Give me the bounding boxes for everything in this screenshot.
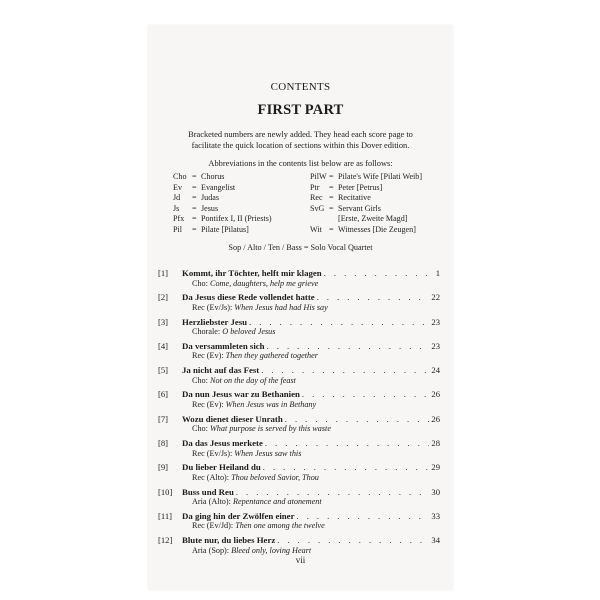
quartet-note: Sop / Alto / Ten / Bass = Solo Vocal Quartet: [228, 243, 373, 252]
entry-page-number: 24: [431, 365, 440, 376]
entry-title: Da versammleten sich: [182, 340, 265, 351]
entry-title-line: [182, 341, 440, 351]
dot-leader: [317, 293, 430, 302]
entry-subtitle: [192, 424, 331, 433]
entry-title: Du lieber Heiland du: [182, 462, 261, 473]
abbreviation-code: Rec: [310, 193, 323, 202]
entry-title: Wozu dienet dieser Unrath: [182, 413, 283, 424]
dot-leader: [277, 536, 429, 545]
abbreviation-row: [Erste, Zweite Magd]: [338, 214, 408, 223]
contents-entry[interactable]: [158, 487, 440, 511]
dot-leader: [267, 342, 430, 351]
dot-leader: [265, 439, 430, 448]
book-page: [148, 25, 453, 590]
contents-entry[interactable]: [158, 414, 440, 438]
entry-number: [8]: [158, 438, 169, 449]
entry-title: Da das Jesus merkete: [182, 438, 263, 449]
abbreviation-code: Pfx: [173, 214, 185, 223]
abbreviation-code: Pil: [173, 224, 182, 234]
contents-entry[interactable]: [158, 438, 440, 462]
abbreviation-row: [310, 193, 422, 204]
abbreviation-meaning: Evangelist: [201, 182, 236, 192]
entry-page-number: 28: [431, 438, 440, 449]
abbreviation-code: Cho: [173, 172, 187, 181]
entry-subtitle-translation: When Jesus was in Bethany: [225, 399, 317, 409]
abbreviation-code: Wit: [310, 224, 322, 234]
abbreviation-code: Ptr: [310, 182, 320, 192]
entry-subtitle-translation: Bleed only, loving Heart: [231, 545, 312, 555]
dot-leader: [285, 415, 430, 424]
entry-page-number: 34: [431, 535, 440, 546]
part-title: FIRST PART: [257, 102, 344, 118]
entry-subtitle: [192, 303, 328, 312]
entry-title: Blute nur, du liebes Herz: [182, 535, 276, 546]
contents-list: [158, 268, 440, 560]
entry-title: Da nun Jesus war zu Bethanien: [182, 389, 300, 400]
abbreviation-row: [173, 193, 272, 204]
abbreviation-code: Js: [173, 203, 180, 213]
abbreviation-meaning: Judas: [201, 193, 219, 202]
equals-sign: =: [329, 172, 334, 181]
equals-sign: =: [192, 224, 197, 234]
abbreviation-meaning: Peter [Petrus]: [338, 182, 383, 192]
entry-title-line: [182, 511, 440, 521]
entry-page-number: 26: [431, 413, 440, 424]
contents-heading: CONTENTS: [270, 81, 331, 93]
entry-subtitle-translation: Repentance and atonement: [232, 497, 322, 507]
contents-entry[interactable]: [158, 341, 440, 365]
abbreviation-meaning: Witnesses [Die Zeugen]: [338, 224, 416, 234]
abbreviation-row: [310, 183, 422, 194]
abbreviation-meaning: Pilate's Wife [Pilati Weib]: [338, 172, 423, 181]
entry-page-number: 30: [431, 486, 440, 497]
entry-subtitle-prefix: Cho:: [192, 424, 210, 434]
entry-subtitle: [192, 449, 301, 458]
entry-page-number: 23: [431, 340, 440, 351]
abbreviations-left-column: [173, 172, 272, 235]
entry-title-line: [182, 462, 440, 472]
entry-subtitle-prefix: Rec (Ev/Js):: [192, 448, 235, 458]
entry-subtitle: [192, 279, 318, 288]
entry-subtitle-translation: Not on the day of the feast: [209, 375, 296, 385]
entry-subtitle: [192, 546, 311, 555]
entry-number: [5]: [158, 365, 169, 376]
equals-sign: =: [329, 193, 334, 202]
abbreviation-code: SvG: [310, 203, 325, 213]
equals-sign: =: [329, 224, 334, 234]
abbreviation-code: Jd: [173, 193, 181, 202]
abbreviation-meaning: Pilate [Pilatus]: [201, 224, 249, 234]
abbreviation-row: [173, 172, 272, 183]
entry-number: [10]: [158, 486, 173, 497]
entry-title-line: [182, 365, 440, 375]
entry-number: [9]: [158, 462, 169, 473]
contents-entry[interactable]: [158, 317, 440, 341]
entry-subtitle-translation: Come, daughters, help me grieve: [209, 278, 319, 288]
entry-subtitle-translation: O beloved Jesus: [222, 327, 276, 337]
entry-title: Da Jesus diese Rede vollendet hatte: [182, 292, 315, 303]
abbreviation-row: [310, 204, 422, 215]
entry-title: Herzliebster Jesu: [182, 316, 248, 327]
entry-subtitle: [192, 521, 325, 530]
entry-number: [2]: [158, 292, 169, 303]
entry-page-number: 22: [431, 292, 440, 303]
entry-title-line: [182, 414, 440, 424]
entry-title-line: [182, 268, 440, 278]
entry-subtitle: [192, 376, 296, 385]
abbreviation-row: [173, 204, 272, 215]
entry-subtitle-prefix: Rec (Ev/Js):: [192, 302, 235, 312]
abbreviation-row: [310, 225, 422, 236]
entry-subtitle-prefix: Rec (Alto):: [192, 472, 232, 482]
entry-title-line: [182, 535, 440, 545]
equals-sign: =: [192, 203, 197, 213]
abbreviation-code: Ev: [173, 182, 182, 192]
entry-subtitle-prefix: Chorale:: [192, 327, 223, 337]
abbreviation-meaning: Chorus: [201, 172, 225, 181]
entry-subtitle-prefix: Rec (Ev):: [192, 351, 226, 361]
abbreviations-intro: Abbreviations in the contents list below are as follows:: [208, 159, 393, 168]
entry-subtitle-translation: When Jesus had had His say: [234, 302, 328, 312]
entry-title-line: [182, 487, 440, 497]
entry-title: Kommt, ihr Töchter, helft mir klagen: [182, 268, 322, 278]
contents-entry[interactable]: [158, 511, 440, 535]
abbreviation-meaning: Recitative: [338, 193, 371, 202]
entry-number: [3]: [158, 316, 169, 327]
contents-entry[interactable]: [158, 268, 440, 292]
entry-subtitle: [192, 327, 275, 336]
entry-number: [12]: [158, 535, 173, 546]
equals-sign: =: [192, 193, 197, 202]
entry-subtitle-translation: Then they gathered together: [225, 351, 318, 361]
entry-title-line: [182, 317, 440, 327]
abbreviation-meaning: Jesus: [201, 203, 219, 213]
equals-sign: =: [192, 182, 197, 192]
equals-sign: =: [192, 172, 197, 181]
entry-page-number: 1: [435, 268, 440, 278]
contents-entry[interactable]: [158, 292, 440, 316]
entry-subtitle-prefix: Cho:: [192, 375, 210, 385]
entry-page-number: 26: [431, 389, 440, 400]
entry-page-number: 33: [431, 510, 440, 521]
entry-subtitle: [192, 400, 316, 409]
entry-subtitle-prefix: Cho:: [192, 278, 210, 288]
entry-title: Ja nicht auf das Fest: [182, 365, 260, 376]
equals-sign: =: [329, 182, 334, 192]
dot-leader: [297, 512, 430, 521]
entry-subtitle-translation: Then one among the twelve: [235, 521, 325, 531]
entry-subtitle: [192, 497, 322, 506]
entry-number: [1]: [158, 268, 169, 278]
entry-number: [6]: [158, 389, 169, 400]
abbreviations-right-column: [310, 172, 422, 235]
equals-sign: =: [329, 203, 334, 213]
page-number: vii: [295, 555, 306, 565]
entry-subtitle-translation: When Jesus saw this: [234, 448, 302, 458]
entry-subtitle-prefix: Aria (Sop):: [192, 545, 232, 555]
equals-sign: =: [192, 214, 197, 223]
abbreviation-row: [173, 183, 272, 194]
entry-subtitle: [192, 473, 319, 482]
contents-entry[interactable]: [158, 389, 440, 413]
entry-number: [7]: [158, 413, 169, 424]
dot-leader: [302, 390, 430, 399]
entry-subtitle-prefix: Aria (Alto):: [192, 497, 233, 507]
dot-leader: [249, 318, 429, 327]
dot-leader: [261, 366, 429, 375]
dot-leader: [263, 463, 430, 472]
entry-title: Buss und Reu: [182, 486, 234, 497]
entry-subtitle-translation: Thou beloved Savior, Thou: [231, 472, 319, 482]
dot-leader: [324, 269, 434, 278]
entry-title: Da ging hin der Zwölfen einer: [182, 510, 295, 521]
entry-title-line: [182, 389, 440, 399]
entry-title-line: [182, 292, 440, 302]
contents-entry[interactable]: [158, 462, 440, 486]
abbreviation-meaning: Pontifex I, II (Priests): [201, 214, 272, 223]
abbreviation-row: [173, 225, 272, 236]
entry-page-number: 23: [431, 316, 440, 327]
entry-subtitle: [192, 351, 318, 360]
abbreviation-code: PilW: [310, 172, 327, 181]
abbreviation-row: [310, 172, 422, 183]
entry-subtitle-prefix: Rec (Ev):: [192, 399, 226, 409]
entry-title-line: [182, 438, 440, 448]
abbreviation-row: [173, 214, 272, 225]
entry-number: [11]: [158, 510, 172, 521]
intro-text: Bracketed numbers are newly added. They head each score page to facilitate the quick location of sections within this Dover edition.: [188, 130, 413, 150]
dot-leader: [236, 488, 430, 497]
abbreviation-meaning: Servant Girls: [338, 203, 381, 213]
entry-subtitle-prefix: Rec (Ev/Jd):: [192, 521, 236, 531]
entry-subtitle-translation: What purpose is served by this waste: [209, 424, 331, 434]
contents-entry[interactable]: [158, 365, 440, 389]
entry-number: [4]: [158, 340, 169, 351]
entry-page-number: 29: [431, 462, 440, 473]
